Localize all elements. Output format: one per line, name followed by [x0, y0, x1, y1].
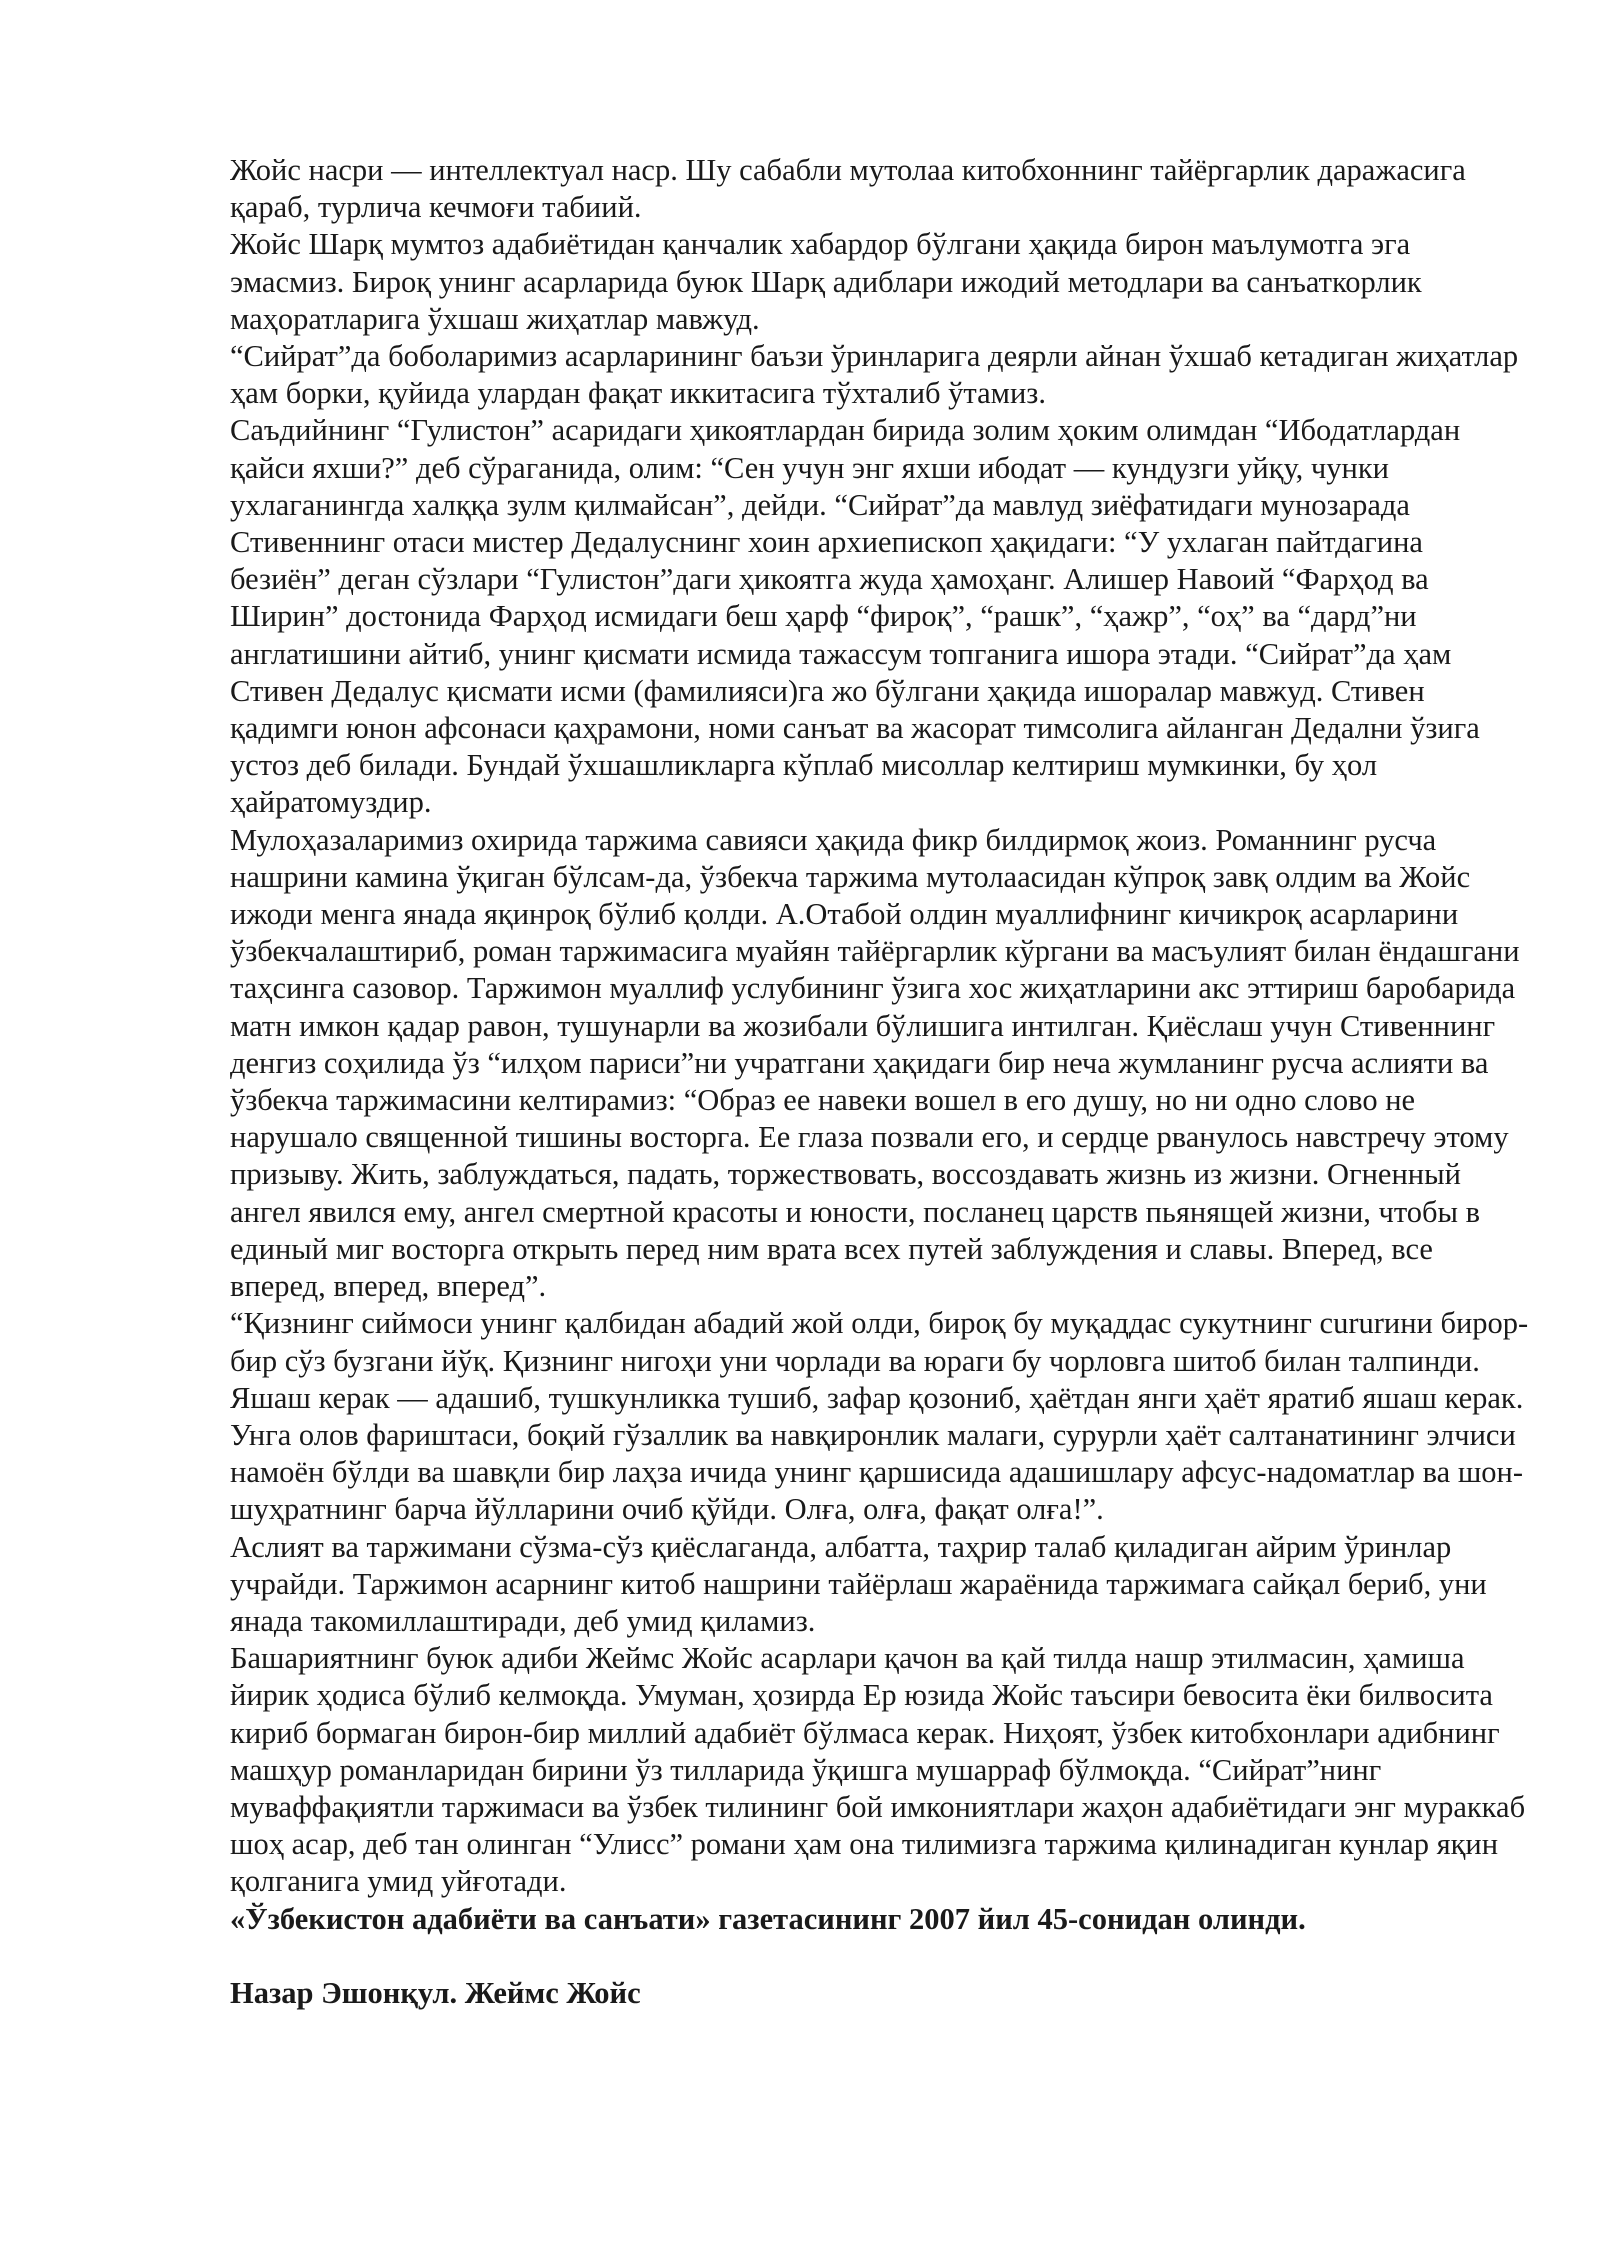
- document-body: [230, 152, 1530, 2012]
- paragraph-7: Аслият ва таржимани сўзма-сўз қиёслаганда, албатта, таҳрир талаб қиладиган айрим ўринлар учрайди. Таржимон асарнинг китоб нашрини тайёрлаш жараёнида таржимага сайқал бериб, уни янада такомиллаштиради, деб умид қиламиз.: [230, 1529, 1487, 1638]
- paragraph-6: “Қизнинг сиймоси унинг қалбидан абадий жой олди, бироқ бу муқаддас сукутнинг сururини бирор-бир сўз бузгани йўқ. Қизнинг нигоҳи уни чорлади ва юраги бу чорловга шитоб билан талпинди. Яшаш керак — адашиб, тушкунликка тушиб, зафар қозониб, ҳаётдан янги ҳаёт яратиб яшаш керак. Унга олов фариштаси, боқий гўзаллик ва навқиронлик малаги, сурурли ҳаёт салтанатининг элчиси намоён бўлди ва шавқли бир лаҳза ичида унинг қаршисида адашишлару афсус-надоматлар ва шон-шуҳратнинг барча йўлларини очиб қўйди. Олға, олға, фақат олға!”.: [230, 1306, 1529, 1527]
- byline: Назар Эшонқул. Жеймс Жойс: [230, 1975, 641, 2010]
- paragraph-1: Жойс насри — интеллектуал наср. Шу сабабли мутолаа китобхоннинг тайёргарлик даражасига қараб, турлича кечмоғи табиий.: [230, 153, 1466, 225]
- blank-line: [230, 1938, 1530, 1975]
- paragraph-2: Жойс Шарқ мумтоз адабиётидан қанчалик хабардор бўлгани ҳақида бирон маълумотга эга эмасмиз. Бироқ унинг асарларида буюк Шарқ адиблари ижодий методлари ва санъаткорлик маҳоратларига ўхшаш жиҳатлар мавжуд.: [230, 227, 1422, 336]
- paragraph-3: “Сийрат”да боболаримиз асарларининг баъзи ўринларига деярли айнан ўхшаб кетадиган жиҳатлар ҳам борки, қуйида улардан фақат иккитасига тўхталиб ўтамиз.: [230, 339, 1519, 411]
- paragraph-8: Башариятнинг буюк адиби Жеймс Жойс асарлари қачон ва қай тилда нашр этилмасин, ҳамиша йирик ҳодиса бўлиб келмоқда. Умуман, ҳозирда Ер юзида Жойс таъсири бевосита ёки билвосита кириб бормаган бирон-бир миллий адабиёт бўлмаса керак. Ниҳоят, ўзбек китобхонлари адибнинг машҳур романларидан бирини ўз тилларида ўқишга мушарраф бўлмоқда. “Сийрат”нинг муваффақиятли таржимаси ва ўзбек тилининг бой имкониятлари жаҳон адабиётидаги энг мураккаб шоҳ асар, деб тан олинган “Улисс” романи ҳам она тилимизга таржима қилинадиган кунлар яқин қолганига умид уйғотади.: [230, 1641, 1526, 1899]
- paragraph-5: Мулоҳазаларимиз охирида таржима савияси ҳақида фикр билдирмоқ жоиз. Романнинг русча нашрини камина ўқиган бўлсам-да, ўзбекча таржима мутолаасидан кўпроқ завқ олдим ва Жойс ижоди менга янада яқинроқ бўлиб қолди. А.Отабой олдин муаллифнинг кичикроқ асарларини ўзбекчалаштириб, роман таржимасига муайян тайёргарлик кўргани ва масъулият билан ёндашгани таҳсинга сазовор. Таржимон муаллиф услубининг ўзига хос жиҳатларини акс эттириш баробарида матн имкон қадар равон, тушунарли ва жозибали бўлишига интилган. Қиёслаш учун Стивеннинг денгиз соҳилида ўз “илҳом париси”ни учратгани ҳақидаги бир неча жумланинг русча аслияти ва ўзбекча таржимасини келтирамиз: “Образ ее навеки вошел в его душу, но ни одно слово не нарушало священной тишины восторга. Ее глаза позвали его, и сердце рванулось навстречу этому призыву. Жить, заблуждаться, падать, торжествовать, воссоздавать жизнь из жизни. Огненный ангел явился ему, ангел смертной красоты и юности, посланец царств пьянящей жизни, чтобы в единый миг восторга открыть перед ним врата всех путей заблуждения и славы. Вперед, все вперед, вперед, вперед”.: [230, 822, 1520, 1304]
- source-note: «Ўзбекистон адабиёти ва санъати» газетасининг 2007 йил 45-сонидан олинди.: [230, 1901, 1306, 1936]
- paragraph-4: Саъдийнинг “Гулистон” асаридаги ҳикоятлардан бирида золим ҳоким олимдан “Ибодатлардан қайси яхши?” деб сўраганида, олим: “Сен учун энг яхши ибодат — кундузги уйқу, чунки ухлаганингда халққа зулм қилмайсан”, дейди. “Сийрат”да мавлуд зиёфатидаги мунозарада Стивеннинг отаси мистер Дедалуснинг хоин архиепископ ҳақидаги: “У ухлаган пайтдагина безиён” деган сўзлари “Гулистон”даги ҳикоятга жуда ҳамоҳанг. Алишер Навоий “Фарҳод ва Ширин” достонида Фарҳод исмидаги беш ҳарф “фироқ”, “рашк”, “ҳажр”, “оҳ” ва “дард”ни англатишини айтиб, унинг қисмати исмида тажассум топганига ишора этади. “Сийрат”да ҳам Стивен Дедалус қисмати исми (фамилияси)га жо бўлгани ҳақида ишоралар мавжуд. Стивен қадимги юнон афсонаси қаҳрамони, номи санъат ва жасорат тимсолига айланган Дедални ўзига устоз деб билади. Бундай ўхшашликларга кўплаб мисоллар келтириш мумкинки, бу ҳол ҳайратомуздир.: [230, 413, 1480, 820]
